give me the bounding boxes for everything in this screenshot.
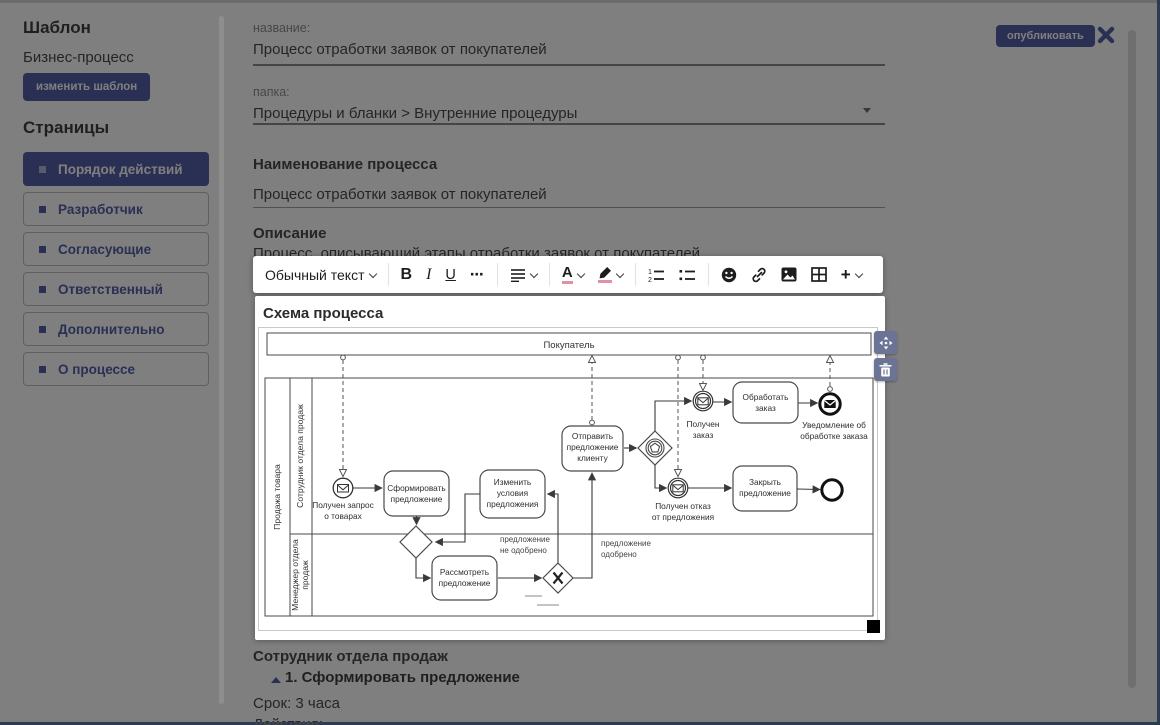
svg-text:предложение: предложение (739, 488, 791, 498)
svg-text:предложение: предложение (500, 535, 550, 544)
link-button[interactable] (751, 267, 767, 283)
chevron-down-icon (855, 271, 862, 278)
svg-text:Рассмотреть: Рассмотреть (439, 567, 490, 577)
image-icon (781, 267, 797, 282)
svg-text:Получен отказ: Получен отказ (655, 501, 711, 511)
svg-text:заказ: заказ (692, 430, 714, 440)
diagram-heading: Схема процесса (263, 305, 384, 322)
toolbar-divider (388, 263, 389, 286)
image-resize-handle[interactable] (867, 620, 880, 633)
align-dropdown-button[interactable] (510, 268, 537, 282)
bullet-list-icon (679, 268, 696, 282)
align-icon (510, 268, 526, 282)
svg-text:Менеджер отдела: Менеджер отдела (290, 539, 300, 611)
svg-text:2: 2 (647, 276, 652, 282)
svg-text:1: 1 (647, 268, 652, 276)
svg-text:условия: условия (496, 488, 529, 498)
svg-text:Закрыть: Закрыть (749, 477, 781, 487)
text-style-dropdown[interactable] (265, 267, 376, 283)
insert-image-button[interactable] (781, 267, 797, 282)
svg-text:предложение: предложение (601, 539, 651, 548)
toolbar-divider (549, 263, 550, 286)
svg-text:одобрено: одобрено (601, 550, 637, 559)
insert-table-button[interactable] (811, 267, 827, 282)
svg-text:Получен запрос: Получен запрос (312, 500, 374, 510)
more-formatting-button[interactable]: ⋯ (469, 266, 485, 282)
underline-button[interactable]: U (445, 266, 456, 283)
emoji-button[interactable] (721, 267, 737, 283)
highlight-pen-icon (598, 266, 612, 283)
toolbar-divider (635, 263, 636, 286)
svg-text:клиенту: клиенту (577, 453, 608, 463)
italic-button[interactable]: I (426, 265, 432, 283)
svg-text:о товарах: о товарах (324, 511, 362, 521)
svg-text:Получен: Получен (686, 419, 720, 429)
svg-text:предложения: предложения (486, 499, 539, 509)
link-icon (751, 267, 767, 283)
plus-icon: + (840, 265, 851, 284)
image-tools (874, 331, 897, 381)
process-diagram-image[interactable] (258, 327, 878, 631)
emoji-icon (721, 267, 737, 283)
chevron-down-icon (616, 271, 623, 278)
svg-text:обработке заказа: обработке заказа (800, 431, 868, 441)
svg-text:заказ: заказ (755, 403, 776, 413)
svg-text:предложение: предложение (390, 494, 443, 504)
svg-text:предложение: предложение (566, 442, 619, 452)
text-color-icon: A (562, 265, 573, 284)
svg-text:Уведомление об: Уведомление об (802, 420, 866, 430)
svg-text:Сформировать: Сформировать (387, 483, 446, 493)
svg-text:от предложения: от предложения (651, 512, 715, 522)
highlight-color-dropdown-button[interactable] (598, 266, 623, 283)
bpmn-diagram (259, 328, 877, 630)
svg-text:не одобрено: не одобрено (500, 546, 547, 555)
ordered-list-button[interactable] (648, 268, 665, 282)
bpmn-pool-top-label: Покупатель (543, 340, 595, 351)
bold-button[interactable]: B (400, 265, 413, 283)
trash-icon (879, 363, 892, 377)
bpmn-pool-main-label: Продажа товара (272, 464, 282, 530)
move-image-button[interactable] (874, 331, 897, 354)
toolbar-divider (708, 263, 709, 286)
bullet-list-button[interactable] (679, 268, 696, 282)
delete-image-button[interactable] (874, 358, 897, 381)
svg-text:Обработать: Обработать (742, 392, 789, 402)
chevron-down-icon (530, 271, 537, 278)
insert-more-dropdown-button[interactable] (841, 266, 862, 283)
text-color-dropdown-button[interactable] (562, 265, 584, 284)
chevron-down-icon (369, 271, 376, 278)
content-scrollbar-thumb[interactable] (1128, 30, 1136, 688)
bpmn-lane1-label: Сотрудник отдела продаж (295, 404, 305, 508)
svg-text:Отправить: Отправить (571, 431, 614, 441)
richtext-toolbar (253, 256, 883, 293)
toolbar-divider (497, 263, 498, 286)
ordered-list-icon (648, 268, 665, 282)
move-icon (879, 336, 893, 350)
svg-text:продаж: продаж (300, 560, 310, 590)
process-diagram-section (255, 296, 885, 640)
chevron-down-icon (577, 271, 584, 278)
svg-text:предложение: предложение (438, 578, 491, 588)
text-style-label: Обычный текст (265, 266, 365, 283)
sidebar-scrollbar[interactable] (219, 16, 224, 704)
table-icon (811, 267, 827, 282)
svg-text:Изменить: Изменить (493, 477, 532, 487)
